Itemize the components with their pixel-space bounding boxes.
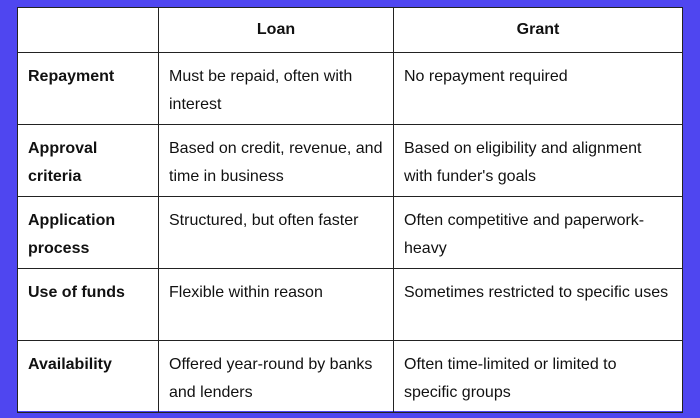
row-label-availability: Availability (18, 341, 159, 413)
loan-vs-grant-table (17, 7, 683, 413)
grant-cell: Sometimes restricted to specific uses (394, 269, 683, 341)
grant-cell: No repayment required (394, 53, 683, 125)
header-empty-cell (18, 8, 159, 53)
table-row (18, 125, 683, 197)
loan-cell: Flexible within reason (159, 269, 394, 341)
loan-cell: Offered year-round by banks and lenders (159, 341, 394, 413)
header-loan: Loan (159, 8, 394, 53)
table-row (18, 53, 683, 125)
table-header-row (18, 8, 683, 53)
row-label-use-of-funds: Use of funds (18, 269, 159, 341)
table-row (18, 269, 683, 341)
row-label-application-process: Application process (18, 197, 159, 269)
loan-cell: Must be repaid, often with interest (159, 53, 394, 125)
loan-cell: Structured, but often faster (159, 197, 394, 269)
comparison-table-card (17, 7, 682, 411)
grant-cell: Based on eligibility and alignment with funder's goals (394, 125, 683, 197)
loan-cell: Based on credit, revenue, and time in business (159, 125, 394, 197)
table-row (18, 197, 683, 269)
grant-cell: Often competitive and paperwork-heavy (394, 197, 683, 269)
header-grant: Grant (394, 8, 683, 53)
row-label-approval-criteria: Approval criteria (18, 125, 159, 197)
row-label-repayment: Repayment (18, 53, 159, 125)
table-row (18, 341, 683, 413)
grant-cell: Often time-limited or limited to specific groups (394, 341, 683, 413)
